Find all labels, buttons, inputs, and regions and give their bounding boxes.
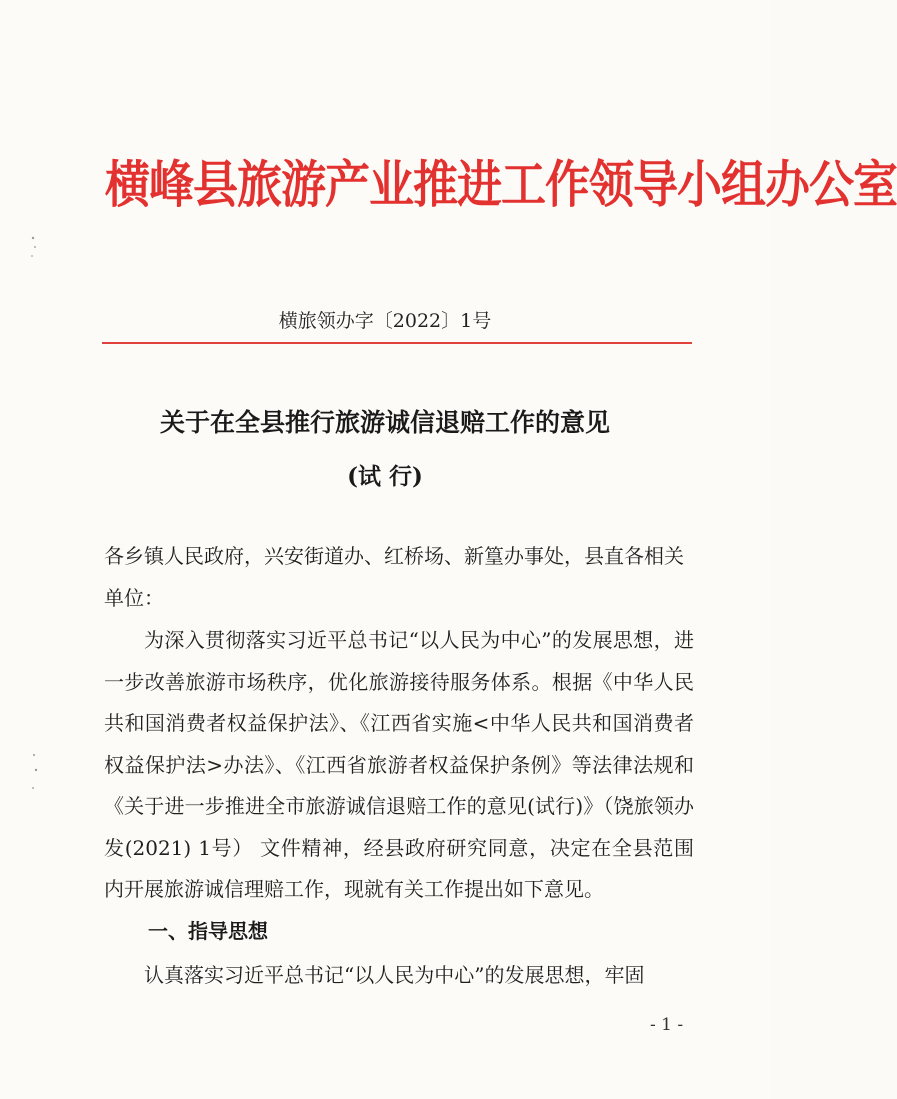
page-number: - 1 - [650,1015,684,1035]
document-title: 关于在全县推行旅游诚信退赔工作的意见 [159,408,610,437]
body-paragraph: 为深入贯彻落实习近平总书记“以人民为中心”的发展思想，进一步改善旅游市场秩序，优化旅游接待服务体系。根据《中华人民共和国消费者权益保护法》、《江西省实施<中华人民共和国消费者权益保护法>办法》、《江西省旅游者权益保护条例》等法律法规和《关于进一步推进全市旅游诚信退赔工作的意见(试行)》（饶旅领办发(2021) 1号） 文件精神，经县政府研究同意，决定在全县范围内开展旅游诚信理赔工作，现就有关工作提出如下意见。 [104,628,694,901]
section-paragraph: 认真落实习近平总书记“以人民为中心”的发展思想，牢固 [144,963,645,987]
issuing-office-header: 横峰县旅游产业推进工作领导小组办公室 [105,154,897,215]
scan-speck-mark [28,232,40,262]
section-heading: 一、指导思想 [148,919,268,943]
document-subtitle: (试 行) [347,463,423,490]
red-separator-line [102,342,692,344]
scan-speck-mark [28,750,40,800]
document-number: 横旅领办字〔2022〕1号 [278,310,492,332]
addressee-line: 各乡镇人民政府，兴安街道办、红桥场、新篁办事处，县直各相关单位： [104,544,684,610]
